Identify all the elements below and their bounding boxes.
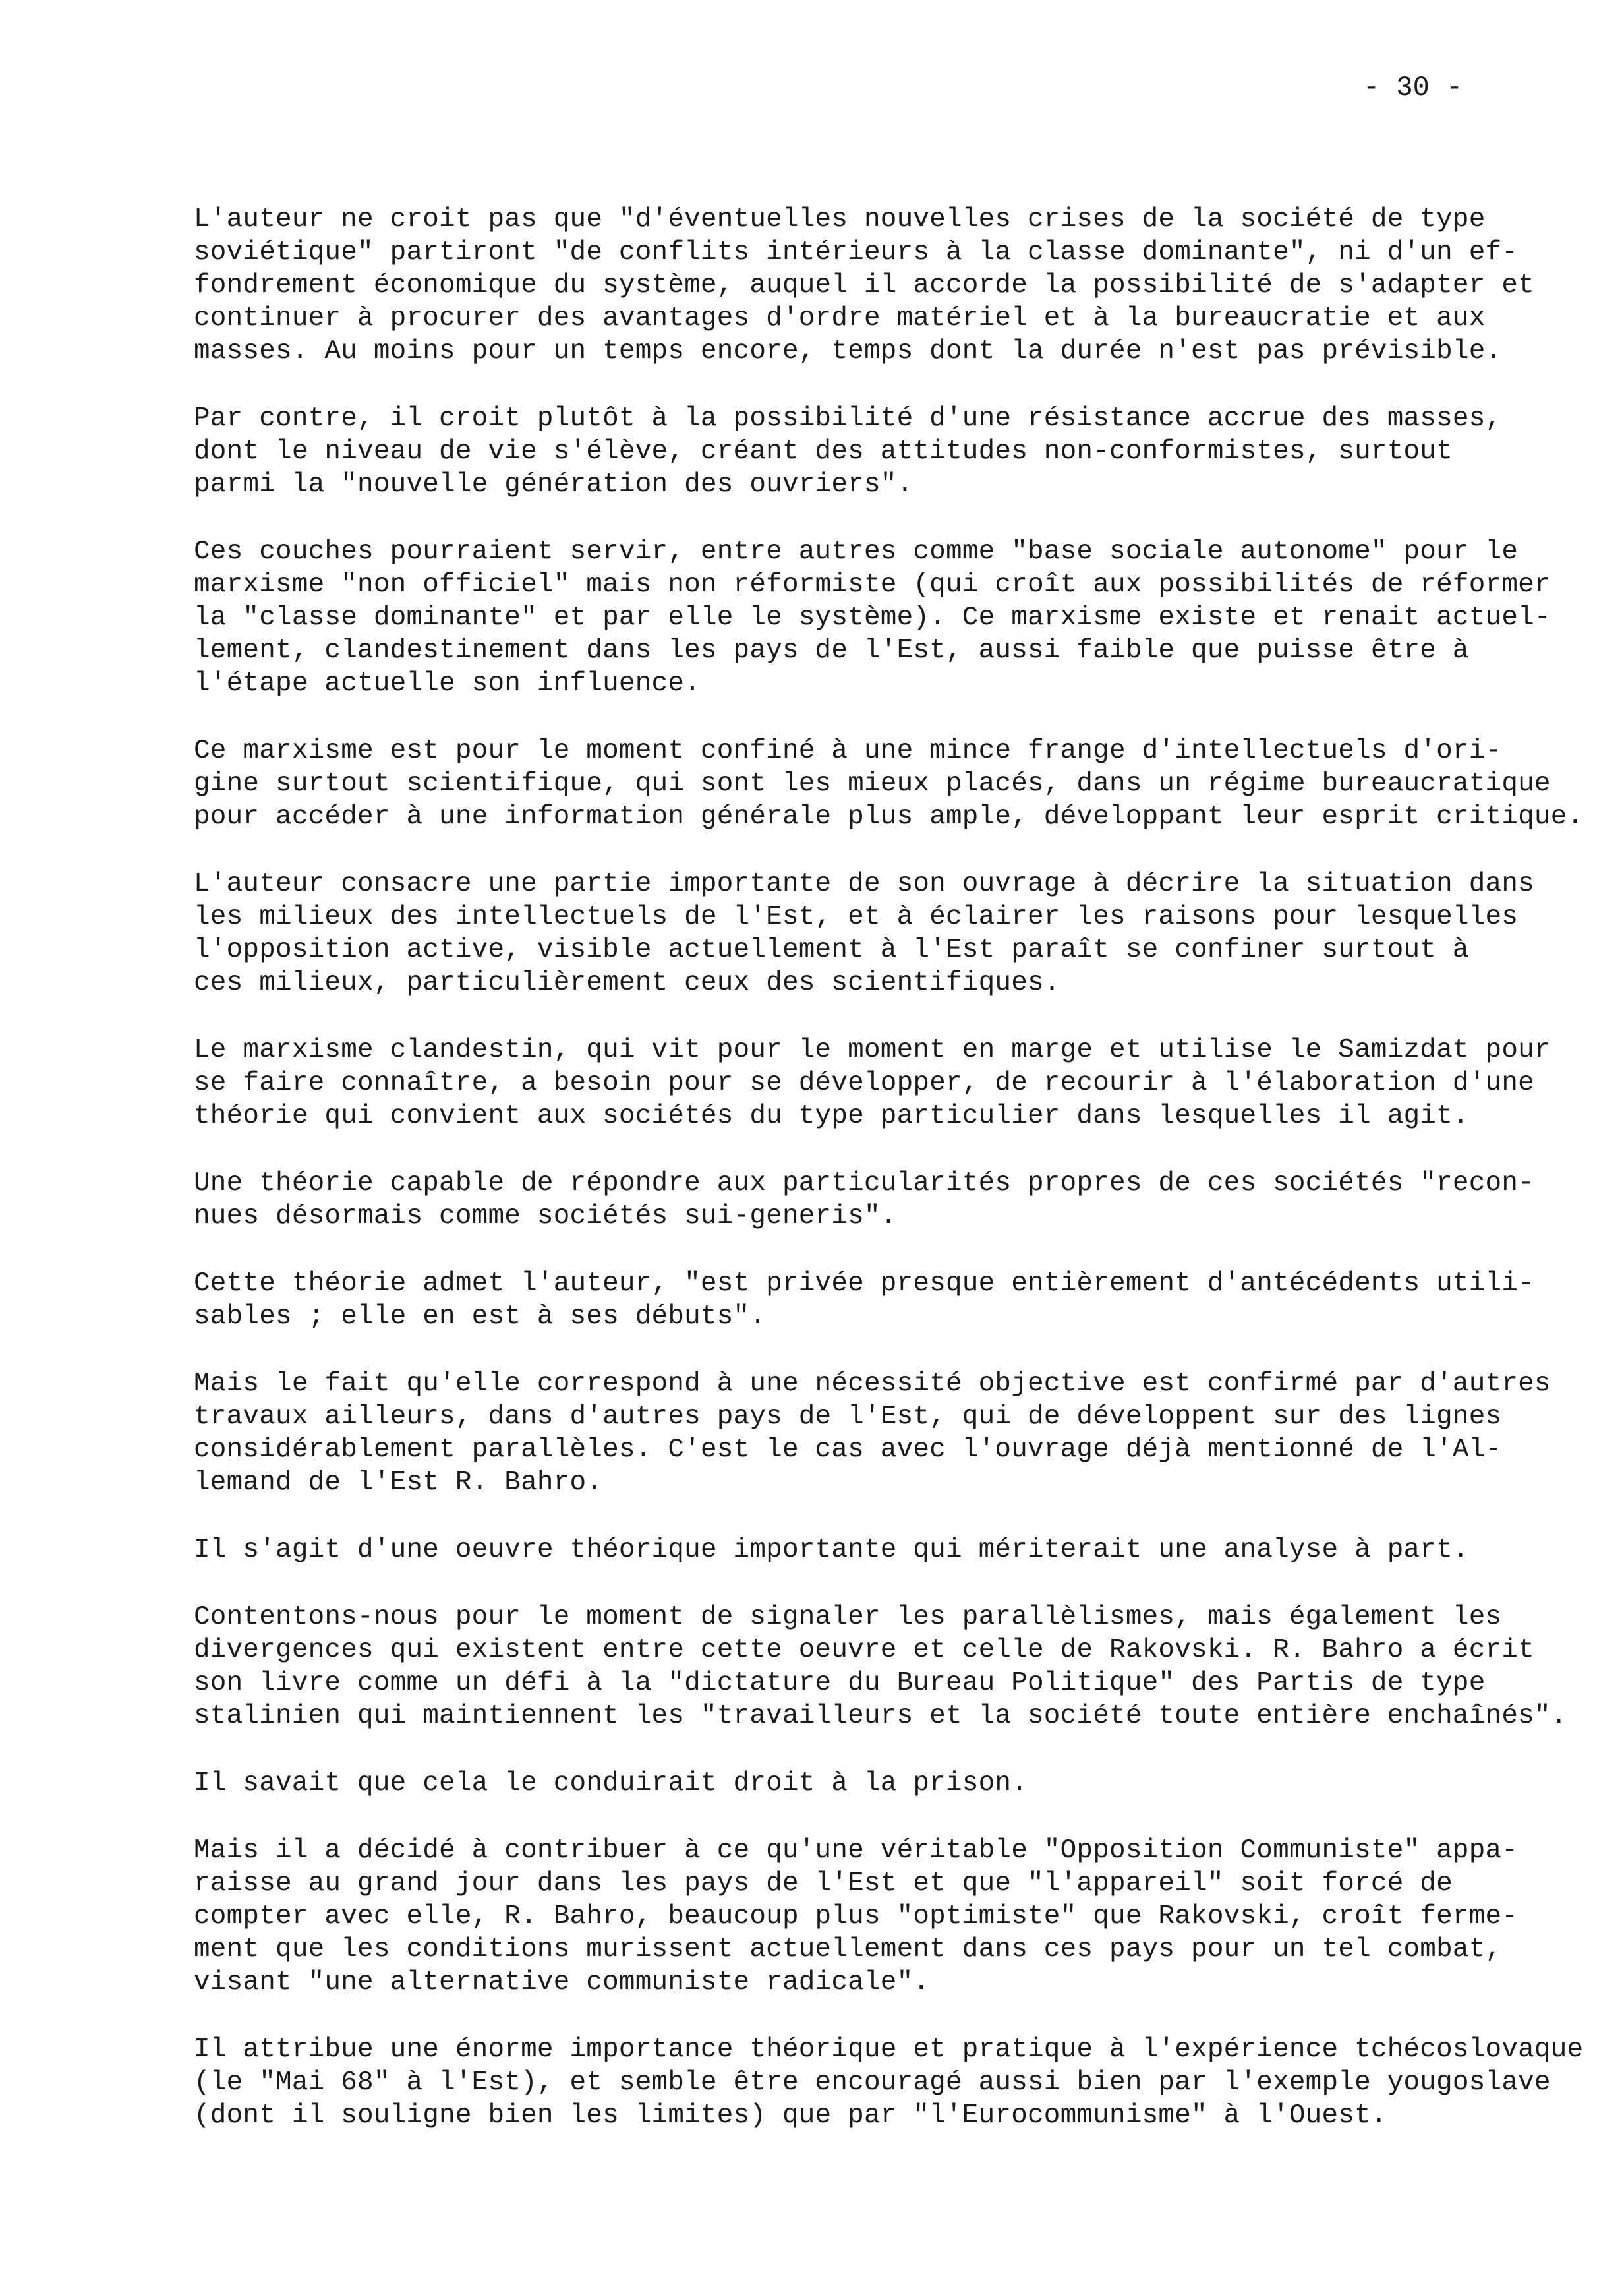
text-line: visant "une alternative communiste radicale". [194, 1967, 930, 1998]
text-line: Ces couches pourraient servir, entre autres comme "base sociale autonome" pour le [194, 537, 1519, 567]
paragraph [194, 1367, 1591, 1499]
text-line: (dont il souligne bien les limites) que par "l'Eurocommunisme" à l'Ouest. [194, 2100, 1387, 2131]
paragraph [194, 1267, 1591, 1333]
text-line: masses. Au moins pour un temps encore, temps dont la durée n'est pas prévisible. [194, 336, 1502, 367]
paragraph [194, 868, 1591, 999]
paragraph [194, 1601, 1591, 1733]
text-line: gine surtout scientifique, qui sont les mieux placés, dans un régime bureaucratique [194, 769, 1551, 799]
page-number: - 30 - [1363, 72, 1463, 104]
text-line: soviétique" partiront "de conflits intérieurs à la classe dominante", ni d'un ef- [194, 237, 1519, 268]
text-line: lemand de l'Est R. Bahro. [194, 1468, 603, 1498]
text-line: Par contre, il croit plutôt à la possibilité d'une résistance accrue des masses, [194, 403, 1502, 434]
text-line: considérablement parallèles. C'est le cas avec l'ouvrage déjà mentionné de l'Al- [194, 1435, 1502, 1465]
text-line: compter avec elle, R. Bahro, beaucoup plus "optimiste" que Rakovski, croît ferme- [194, 1901, 1519, 1932]
text-line: ment que les conditions murissent actuellement dans ces pays pour un tel combat, [194, 1934, 1502, 1965]
paragraph [194, 1767, 1591, 1800]
text-line: Contentons-nous pour le moment de signaler les parallèlismes, mais également les [194, 1602, 1502, 1632]
paragraph [194, 203, 1591, 368]
text-line: divergences qui existent entre cette oeuvre et celle de Rakovski. R. Bahro a écrit [194, 1635, 1534, 1665]
text-line: Il savait que cela le conduirait droit à la prison. [194, 1768, 1028, 1798]
text-line: fondrement économique du système, auquel il accorde la possibilité de s'adapter et [194, 270, 1534, 301]
text-line: parmi la "nouvelle génération des ouvriers". [194, 469, 914, 500]
text-line: L'auteur consacre une partie importante de son ouvrage à décrire la situation dans [194, 869, 1534, 899]
text-line: ces milieux, particulièrement ceux des scientifiques. [194, 968, 1060, 998]
text-line: sables ; elle en est à ses débuts". [194, 1301, 767, 1332]
paragraph [194, 1533, 1591, 1566]
paragraph [194, 402, 1591, 501]
text-line: Le marxisme clandestin, qui vit pour le moment en marge et utilise le Samizdat pour [194, 1035, 1551, 1065]
text-line: travaux ailleurs, dans d'autres pays de l'Est, qui de développent sur des lignes [194, 1402, 1502, 1432]
text-line: marxisme "non officiel" mais non réformiste (qui croît aux possibilités de réformer [194, 570, 1551, 600]
text-line: Cette théorie admet l'auteur, "est privée presque entièrement d'antécédents utili- [194, 1268, 1534, 1299]
text-line: la "classe dominante" et par elle le système). Ce marxisme existe et renait actuel- [194, 603, 1551, 633]
text-line: raisse au grand jour dans les pays de l'Est et que "l'appareil" soit forcé de [194, 1868, 1453, 1899]
text-line: se faire connaître, a besoin pour se développer, de recourir à l'élaboration d'une [194, 1068, 1534, 1098]
text-line: son livre comme un défi à la "dictature du Bureau Politique" des Partis de type [194, 1668, 1486, 1698]
paragraph [194, 2033, 1591, 2132]
text-line: les milieux des intellectuels de l'Est, et à éclairer les raisons pour lesquelles [194, 902, 1519, 932]
text-line: l'opposition active, visible actuellement à l'Est paraît se confiner surtout à [194, 935, 1469, 965]
text-line: Il attribue une énorme importance théorique et pratique à l'expérience tchécoslovaque [194, 2035, 1584, 2065]
text-line: nues désormais comme sociétés sui-generis". [194, 1201, 897, 1232]
paragraph [194, 734, 1591, 833]
paragraph [194, 535, 1591, 700]
text-line: théorie qui convient aux sociétés du type particulier dans lesquelles il agit. [194, 1101, 1469, 1131]
paragraph [194, 1834, 1591, 1999]
text-line: dont le niveau de vie s'élève, créant des attitudes non-conformistes, surtout [194, 436, 1453, 467]
text-line: Mais le fait qu'elle correspond à une nécessité objective est confirmé par d'autres [194, 1369, 1551, 1399]
body-text [194, 203, 1591, 2166]
text-line: stalinien qui maintiennent les "travailleurs et la société toute entière enchaînés". [194, 1701, 1567, 1731]
text-line: Une théorie capable de répondre aux particularités propres de ces sociétés "recon- [194, 1168, 1534, 1199]
text-line: pour accéder à une information générale plus ample, développant leur esprit critique. [194, 802, 1584, 832]
paragraph [194, 1167, 1591, 1233]
text-line: lement, clandestinement dans les pays de l'Est, aussi faible que puisse être à [194, 636, 1469, 666]
text-line: (le "Mai 68" à l'Est), et semble être encouragé aussi bien par l'exemple yougoslave [194, 2067, 1551, 2098]
paragraph [194, 1034, 1591, 1133]
text-line: Il s'agit d'une oeuvre théorique importante qui mériterait une analyse à part. [194, 1535, 1469, 1565]
text-line: L'auteur ne croit pas que "d'éventuelles nouvelles crises de la société de type [194, 204, 1486, 235]
text-line: continuer à procurer des avantages d'ordre matériel et à la bureaucratie et aux [194, 303, 1486, 334]
text-line: Ce marxisme est pour le moment confiné à une mince frange d'intellectuels d'ori- [194, 736, 1502, 766]
text-line: Mais il a décidé à contribuer à ce qu'une véritable "Opposition Communiste" appa- [194, 1835, 1519, 1866]
text-line: l'étape actuelle son influence. [194, 669, 701, 699]
